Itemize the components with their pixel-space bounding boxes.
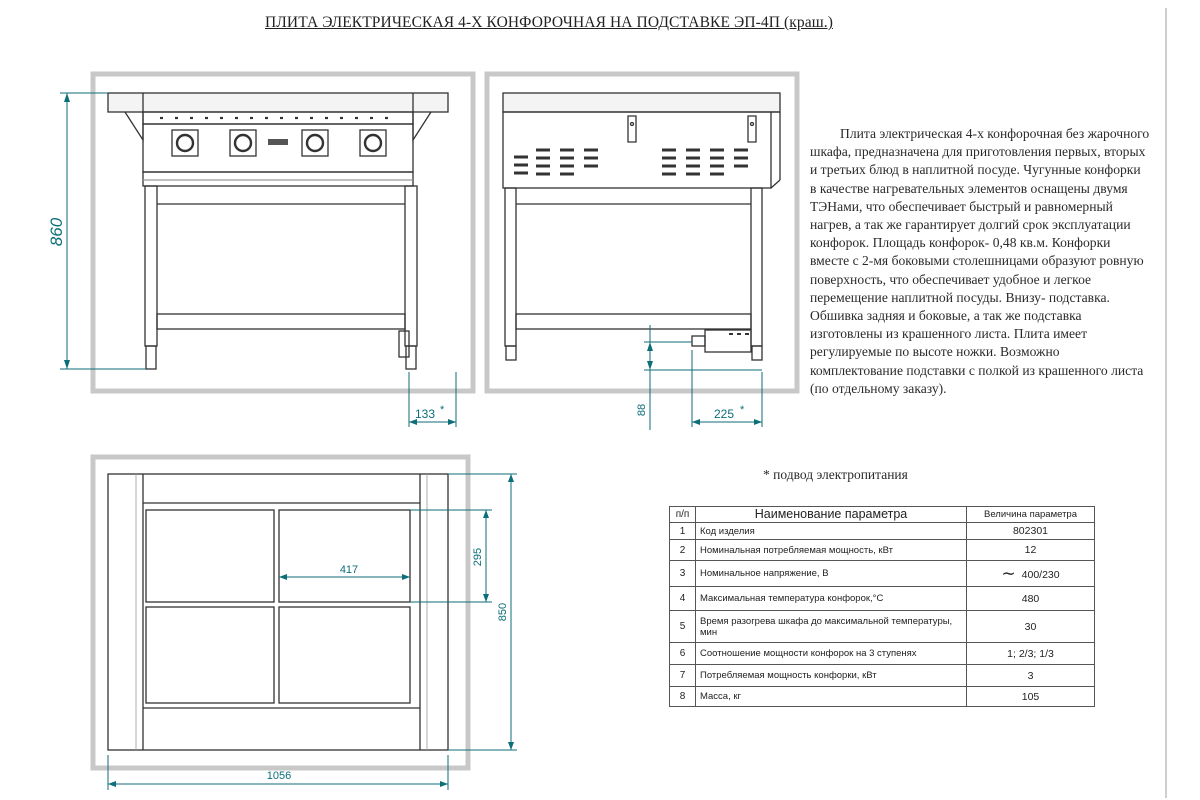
product-description [810,125,1150,398]
row-number: 6 [670,643,696,665]
front-view [47,74,473,427]
control-knob-icon [302,130,328,156]
parameters-table [669,506,1095,707]
page-title: ПЛИТА ЭЛЕКТРИЧЕСКАЯ 4-Х КОНФОРОЧНАЯ НА ПОДСТАВКЕ ЭП-4П (краш.) [265,14,833,31]
row-parameter-name: Максимальная температура конфорок,°С [696,587,967,611]
power-marker: * [440,404,445,416]
table-row [670,523,1095,540]
ac-current-icon: ∼ [1001,563,1016,583]
table-row [670,665,1095,687]
brand-logo-icon [268,139,288,145]
row-parameter-name: Код изделия [696,523,967,540]
column-header-name: Наименование параметра [696,507,967,523]
height-dimension: 860 [47,217,66,247]
row-parameter-value: 802301 [967,523,1095,540]
width-dimension: 1056 [266,770,292,782]
row-parameter-name: Масса, кг [696,687,967,707]
row-number: 2 [670,540,696,561]
row-number: 7 [670,665,696,687]
row-parameter-value: 480 [967,587,1095,611]
row-parameter-value-cell [967,561,1095,587]
row-parameter-name: Время разогрева шкафа до максимальной температуры, мин [696,611,967,643]
row-parameter-value: 1; 2/3; 1/3 [967,643,1095,665]
table-row [670,561,1095,587]
row-parameter-value: 3 [967,665,1095,687]
control-knob-icon [360,130,386,156]
row-parameter-value: 12 [967,540,1095,561]
row-parameter-value: 30 [967,611,1095,643]
table-row [670,643,1095,665]
row-parameter-name: Номинальная потребляемая мощность, кВт [696,540,967,561]
column-header-number: п/п [670,507,696,523]
table-header-row [670,507,1095,523]
table-row [670,611,1095,643]
control-knob-icon [172,130,198,156]
row-number: 8 [670,687,696,707]
description-text: Плита электрическая 4-х конфорочная без жарочного шкафа, предназначена для приготовления первых, вторых и третьих блюд в наплитной посуде. Чугунные конфорки в качестве нагревательных элементов оснащены двумя ТЭНами, что обеспечивает быстрый и равномерный нагрев, а так же гарантирует долгий срок эксплуатации конфорок. Площадь конфорок- 0,48 кв.м. Конфорки вместе с 2-мя боковыми столешницами образуют ровную поверхность, что обеспечивает удобное и легкое перемещение наплитной посуды. Внизу- подставка. Обшивка задняя и боковые, а так же подставка изготовлены из крашенного листа. Плита имеет регулируемые по высоте ножки. Возможно комплектование подставки с полкой из крашенного листа (по отдельному заказу). [810,126,1150,396]
column-header-value: Величина параметра [967,507,1095,523]
row-parameter-name: Номинальное напряжение, В [696,561,967,587]
table-row [670,687,1095,707]
table-row [670,587,1095,611]
power-offset-dimension: 225 [713,407,735,421]
top-view [93,457,517,790]
row-number: 4 [670,587,696,611]
power-marker: * [740,404,745,416]
page-edge-divider [1165,8,1167,798]
depth-dimension: 850 [497,602,509,622]
burner-depth-dimension: 295 [472,547,484,567]
burner-width-dimension: 417 [339,564,359,576]
side-front-dimension: 133 [414,407,436,421]
row-number: 5 [670,611,696,643]
side-view [487,74,797,430]
row-parameter-name: Соотношение мощности конфорок на 3 ступенях [696,643,967,665]
row-parameter-name: Потребляемая мощность конфорки, кВт [696,665,967,687]
row-number: 3 [670,561,696,587]
power-height-dimension: 88 [636,403,648,417]
control-knob-icon [230,130,256,156]
table-row [670,540,1095,561]
row-number: 1 [670,523,696,540]
power-supply-footnote: * подвод электропитания [763,467,908,482]
row-parameter-value: 105 [967,687,1095,707]
row-parameter-value: 400/230 [1021,568,1060,581]
